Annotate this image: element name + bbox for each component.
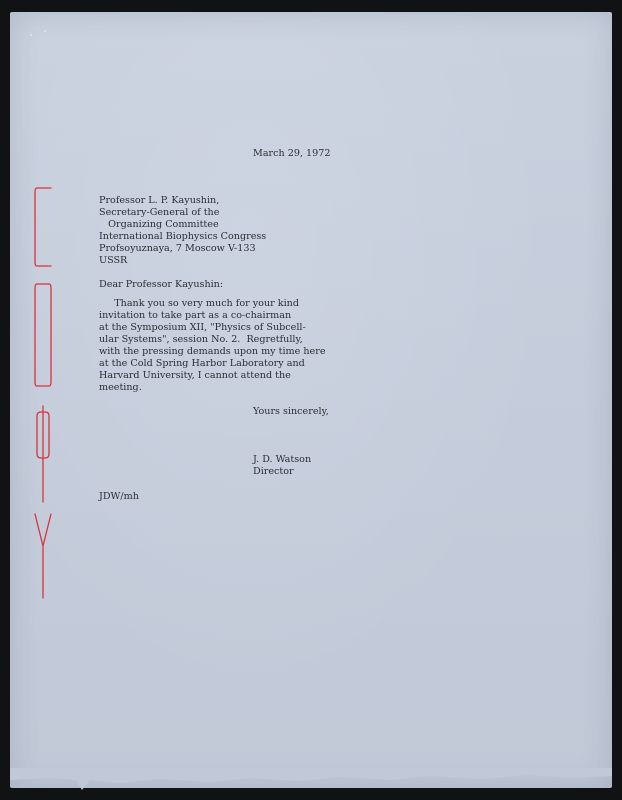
scan-speck — [44, 30, 46, 32]
signature-name: J. D. Watson — [253, 454, 312, 465]
paragraph-line: meeting. — [99, 382, 142, 393]
paragraph-line: at the Symposium XII, "Physics of Subcell- — [99, 322, 306, 333]
paragraph-line: Harvard University, I cannot attend the — [99, 370, 291, 381]
paragraph-line: at the Cold Spring Harbor Laboratory and — [99, 358, 305, 369]
stamp-letter-o — [35, 284, 51, 386]
stamp-letter-c — [35, 188, 51, 266]
salutation: Dear Professor Kayushin: — [99, 279, 224, 290]
closing: Yours sincerely, — [253, 406, 329, 417]
signature-title: Director — [253, 466, 294, 477]
paragraph-line: with the pressing demands upon my time here — [99, 346, 326, 357]
letter-date: March 29, 1972 — [253, 148, 331, 159]
letter-body — [10, 12, 612, 788]
address-line: USSR — [99, 255, 128, 266]
letter-page — [10, 12, 612, 788]
scan-speck — [30, 34, 32, 36]
stamp-letter-y — [35, 514, 51, 598]
address-line: International Biophysics Congress — [99, 231, 267, 242]
address-line: Professor L. P. Kayushin, — [99, 195, 220, 206]
paragraph-line: Thank you so very much for your kind — [99, 298, 299, 309]
stamp-letter-p — [37, 406, 49, 502]
address-line: Organizing Committee — [99, 219, 219, 230]
reference-initials: JDW/mh — [99, 491, 139, 502]
copy-stamp — [32, 184, 54, 604]
paragraph-line: invitation to take part as a co-chairman — [99, 310, 292, 321]
address-line: Profsoyuznaya, 7 Moscow V-133 — [99, 243, 256, 254]
address-line: Secretary-General of the — [99, 207, 220, 218]
paragraph-line: ular Systems", session No. 2. Regretfully, — [99, 334, 303, 345]
torn-paper-edge — [10, 768, 612, 792]
